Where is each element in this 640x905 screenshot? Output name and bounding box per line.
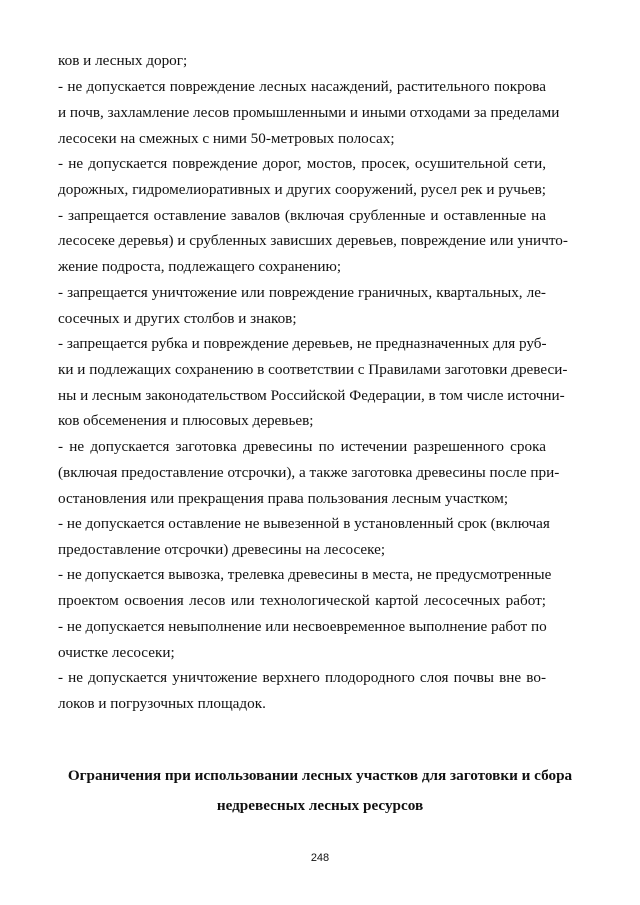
text-line: - не допускается уничтожение верхнего плодородного слоя почвы вне во- [58,668,546,686]
text-line: лесосеке деревья) и срубленных зависших деревьев, повреждение или уничто- [58,232,568,250]
text-line: - не допускается повреждение дорог, мостов, просек, осушительной сети, [58,154,546,172]
text-line: - запрещается рубка и повреждение деревьев, не предназначенных для руб- [58,334,547,352]
heading-line: Ограничения при использовании лесных участков для заготовки и сбора [67,767,573,784]
text-line: - не допускается повреждение лесных насаждений, растительного покрова [58,78,546,96]
text-line: лесосеки на смежных с ними 50-метровых полосах; [58,129,395,147]
text-line: (включая предоставление отсрочки), а также заготовка древесины после при- [58,463,560,481]
text-line: ны и лесным законодательством Российской Федерации, в том числе источни- [58,386,565,404]
text-line: - не допускается заготовка древесины по истечении разрешенного срока [58,438,546,456]
text-line: - запрещается оставление завалов (включая срубленные и оставленные на [58,206,546,224]
page-number: 248 [310,852,330,864]
text-line: очистке лесосеки; [58,643,175,661]
text-line: предоставление отсрочки) древесины на лесосеке; [58,540,386,558]
text-line: ков и лесных дорог; [58,52,188,70]
text-line: проектом освоения лесов или технологической картой лесосечных работ; [58,592,546,610]
text-line: - не допускается вывозка, трелевка древесины в места, не предусмотренные [58,566,552,584]
text-line: локов и погрузочных площадок. [58,694,266,712]
text-line: ки и подлежащих сохранению в соответствии с Правилами заготовки древеси- [58,360,568,378]
text-line: - не допускается оставление не вывезенной в установленный срок (включая [58,514,550,532]
text-line: сосечных и других столбов и знаков; [58,309,297,327]
text-line: дорожных, гидромелиоративных и других сооружений, русел рек и ручьев; [58,180,546,198]
text-line: и почв, захламление лесов промышленными и иными отходами за пределами [58,104,560,122]
text-line: - не допускается невыполнение или несвоевременное выполнение работ по [58,618,547,636]
text-line: ков обсеменения и плюсовых деревьев; [58,412,314,430]
text-line: остановления или прекращения права пользования лесным участком; [58,489,509,507]
text-line: - запрещается уничтожение или повреждение граничных, квартальных, ле- [58,284,546,302]
text-line: жение подроста, подлежащего сохранению; [58,258,342,276]
heading-line: недревесных лесных ресурсов [216,797,424,814]
